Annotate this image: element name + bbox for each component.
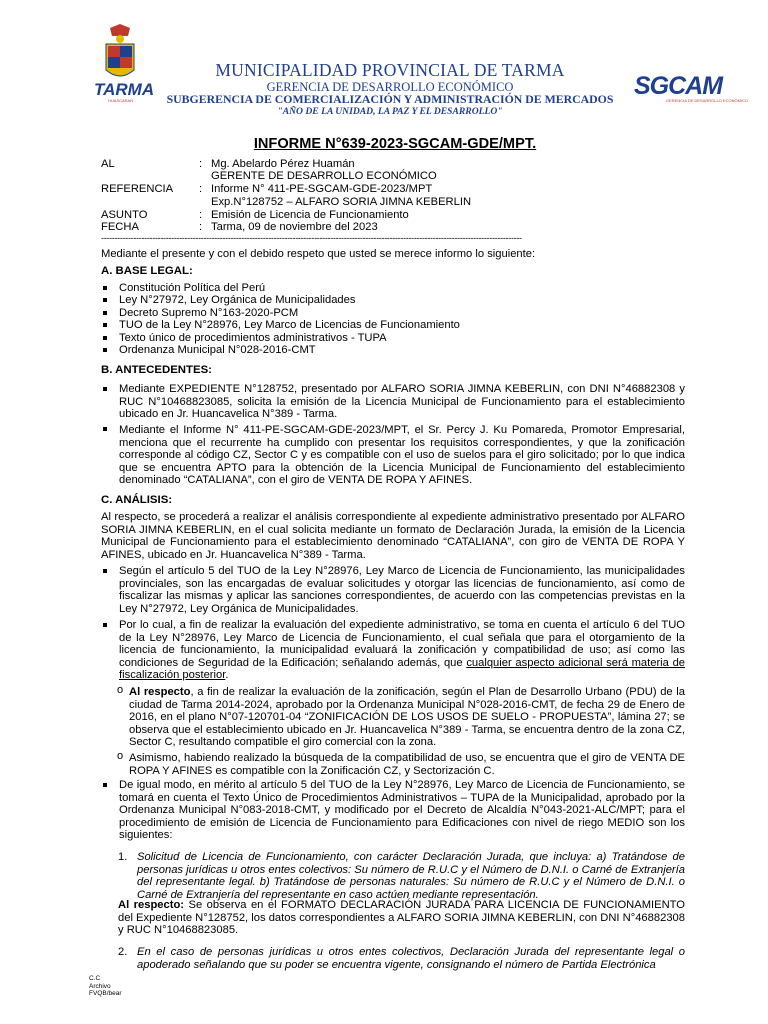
analisis-bullet: Según el artículo 5 del TUO de la Ley N°28976, Ley Marco de Licencia de Funcionamiento, las municipalidades provinciales, son las encargadas de evaluar solicitudes y otorgar las licencias de funcionamiento, así como de fiscalizar las mismas y aplicar las sanciones correspondientes, de acuerdo con las competencias previstas en la Ley N°27972, Ley Orgánica de Municipalidades. <box>119 565 685 615</box>
sub-item-bold: Al respecto <box>129 686 191 698</box>
bullet-icon <box>103 323 107 327</box>
header-subtitle-subgerencia: SUBGERENCIA DE COMERCIALIZACIÓN Y ADMINISTRACIÓN DE MERCADOS <box>166 92 614 106</box>
logo-left-text: TARMA <box>94 80 155 99</box>
numbered-label: 1. <box>118 851 128 863</box>
circle-bullet-icon: o <box>117 750 124 762</box>
meta-al-line2: GERENTE DE DESARROLLO ECONÓMICO <box>211 170 437 182</box>
meta-key-referencia: REFERENCIA <box>101 183 174 195</box>
list-item: Constitución Política del Perú <box>119 282 266 294</box>
document-title: INFORME N°639-2023-SGCAM-GDE/MPT. <box>253 136 537 152</box>
header-subtitle-gerencia: GERENCIA DE DESARROLLO ECONÓMICO <box>266 80 514 94</box>
header-motto: "AÑO DE LA UNIDAD, LA PAZ Y EL DESARROLLO" <box>277 106 503 117</box>
sgcam-logo <box>634 72 749 106</box>
numbered-item: En el caso de personas jurídicas u otros entes colectivos, Declaración Jurada del representante legal o apoderado señalando que su poder se encuentra vigente, consignando el número de Partida Electrónica <box>137 946 685 971</box>
section-a-title: A. BASE LEGAL: <box>101 265 193 277</box>
analisis-bullet: De igual modo, en mérito al artículo 5 del TUO de la Ley N°28976, Ley Marco de Licencia de Funcionamiento, se tomará en cuenta el Texto Único de Procedimientos Administrativos – TUPA de la Municipalidad, aprobado por la Ordenanza Municipal N°083-2018-CMT, y modificado por el Decreto de Alcaldía N°043-2021-ALC/MPT; para el procedimiento de emisión de Licencia de Funcionamiento para Edificaciones con nivel de riego MEDIO son los siguientes: <box>119 779 685 842</box>
bullet-icon <box>103 427 107 431</box>
section-c-title: C. ANÁLISIS: <box>101 494 173 506</box>
meta-referencia-line1: Informe N° 411-PE-SGCAM-GDE-2023/MPT <box>211 183 433 195</box>
logo-left-small: HUASCARAN <box>108 98 134 103</box>
intro-text: Mediante el presente y con el debido respeto que usted se merece informo lo siguiente: <box>101 248 536 260</box>
meta-key-fecha: FECHA <box>101 221 139 233</box>
section-b-title: B. ANTECEDENTES: <box>101 364 212 376</box>
meta-colon: : <box>199 158 203 170</box>
analisis-bullet <box>119 619 685 682</box>
bullet-icon <box>103 311 107 315</box>
list-item: TUO de la Ley N°28976, Ley Marco de Licencias de Funcionamiento <box>119 319 460 331</box>
meta-al-line1: Mg. Abelardo Pérez Huamán <box>211 158 355 170</box>
sub-item-text: , a fin de realizar la evaluación de la zonificación, según el Plan de Desarrollo Urbano (PDU) de la ciudad de Tarma 2014-2024, aprobado por la Ordenanza Municipal N°028-2016-CMT, de fecha 29 de Enero de 2016, en el plano N°07-120701-04 “ZONIFICACIÓN DE LOS USOS DE SUELO - PROPUESTA”, lámina 27; se observa que el establecimiento ubicado en Jr. Huancavelica N°389 - Tarma, se encuentra dentro de la zona CZ, Sector C, resultando compatible el giro comercial con la zona. <box>129 686 685 749</box>
antecedente-item: Mediante el Informe N° 411-PE-SGCAM-GDE-2023/MPT, el Sr. Percy J. Ku Pomareda, Promotor Empresarial, menciona que el recurrente ha cumplido con presentar los requisitos correspondientes, y que la zonificación corresponde al código CZ, Sector C y es compatible con el uso de suelos para el giro solicitado; por lo que indica que se encuentra APTO para la obtención de la Licencia Municipal de Funcionamiento del establecimiento denominado “CATALIANA”, con el giro de VENTA DE ROPA Y AFINES. <box>119 424 685 487</box>
numbered-item: Solicitud de Licencia de Funcionamiento, con carácter Declaración Jurada, que incluya: a) Tratándose de personas jurídicas u otros entes colectivos: Su número de R.U.C y el Número de D.N.I. o Carné de Extranjería del representante legal. b) Tratándose de personas naturales: Su número de R.U.C y el Número de D.N.I. o Carné de Extranjería del representante en caso actúen mediante representación. <box>137 851 685 901</box>
meta-colon: : <box>199 183 203 195</box>
meta-colon: : <box>199 221 203 233</box>
circle-bullet-icon: o <box>117 684 124 696</box>
meta-asunto-line1: Emisión de Licencia de Funcionamiento <box>211 209 409 221</box>
bullet-icon <box>103 387 107 391</box>
analisis-paragraph: Al respecto, se procederá a realizar el análisis correspondiente al expediente administrativo presentado por ALFARO SORIA JIMNA KEBERLIN, en el cual solicita mediante un formato de Declaración Jurada, la emisión de la Licencia Municipal de Funcionamiento para el establecimiento denominado “CATALIANA”, con giro de VENTA DE ROPA Y AFINES, ubicado en Jr. Huancavelica N°389 - Tarma. <box>101 511 685 561</box>
sub-item: Asimismo, habiendo realizado la búsqueda de la compatibilidad de uso, se encuentra que el giro de VENTA DE ROPA Y AFINES es compatible con la Zonificación CZ, y Sectorización C. <box>129 752 685 777</box>
meta-key-asunto: ASUNTO <box>101 209 148 221</box>
meta-key-al: AL <box>101 158 115 170</box>
list-item: Ley N°27972, Ley Orgánica de Municipalidades <box>119 294 356 306</box>
bullet-icon <box>103 348 107 352</box>
header-title: MUNICIPALIDAD PROVINCIAL DE TARMA <box>215 60 565 80</box>
numbered-item-observation <box>118 899 685 937</box>
meta-colon: : <box>199 209 203 221</box>
bullet-icon <box>103 569 107 573</box>
bullet-text: Por lo cual, a fin de realizar la evaluación del expediente administrativo, se toma en cuenta el artículo 6 del TUO de la Ley N°28976, Ley Marco de Licencia de Funcionamiento, el cual señala que para el otorgamiento de la licencia de funcionamiento, la municipalidad evaluará la zonificación y compatibilidad de uso; así como las condiciones de Seguridad de la Edificación; señalando además, que <box>119 619 685 669</box>
footer-line: FVQB/bear <box>89 990 122 997</box>
observation-text: Se observa en el FORMATO DECLARACIÓN JURADA PARA LICENCIA DE FUNCIONAMIENTO del Expediente N°128752, los datos correspondientes a ALFARO SORIA JIMNA KEBERLIN, con DNI N°46882308 y RUC N°10468823085. <box>118 899 685 937</box>
footer-line: Archivo <box>89 982 111 990</box>
sub-item <box>129 686 685 749</box>
bullet-icon <box>103 336 107 340</box>
separator-line: ------------------------------------------------------------------------------------------------------------------------------------------------------------ <box>101 233 522 243</box>
list-item: Ordenanza Municipal N°028-2016-CMT <box>119 344 316 356</box>
underlined-text: cualquier aspecto adicional será materia de fiscalización posterior <box>119 656 686 682</box>
numbered-label: 2. <box>118 946 128 958</box>
sgcam-logo-text: SGCAM <box>634 72 723 100</box>
list-item: Decreto Supremo N°163-2020-PCM <box>119 307 299 319</box>
bullet-icon <box>103 298 107 302</box>
bullet-text-end: . <box>225 669 229 682</box>
footer-cc <box>89 975 122 998</box>
footer-line: C.C <box>89 975 101 982</box>
bullet-icon <box>103 286 107 290</box>
antecedente-item: Mediante EXPEDIENTE N°128752, presentado por ALFARO SORIA JIMNA KEBERLIN, con DNI N°46882308 y RUC N°10468823085, solicita la emisión de la Licencia Municipal de Funcionamiento para el establecimiento ubicado en Jr. Huancavelica N°389 - Tarma. <box>119 383 685 421</box>
meta-fecha-line1: Tarma, 09 de noviembre del 2023 <box>211 221 378 233</box>
meta-referencia-line2: Exp.N°128752 – ALFARO SORIA JIMNA KEBERLIN <box>211 196 472 208</box>
observation-bold: Al respecto: <box>118 899 185 911</box>
bullet-icon <box>103 623 107 627</box>
municipal-crest-logo <box>94 24 156 104</box>
list-item: Texto único de procedimientos administrativos - TUPA <box>119 332 387 344</box>
sgcam-logo-small: GERENCIA DE DESARROLLO ECONÓMICO <box>666 98 749 103</box>
bullet-icon <box>103 783 107 787</box>
